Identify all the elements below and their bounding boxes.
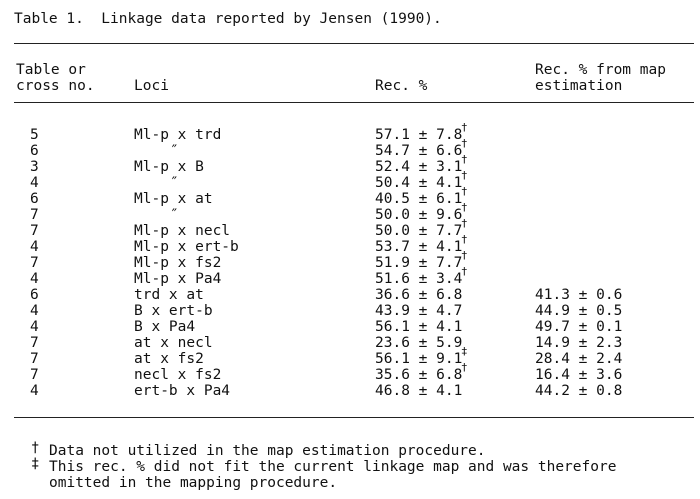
header-table-or: Table or <box>16 62 86 78</box>
footnote-ddagger-line1: This rec. % did not fit the current linkage map and was therefore <box>49 459 617 475</box>
header-loci: Loci <box>134 78 169 94</box>
dagger-mark: † <box>31 440 40 456</box>
dagger-mark: † <box>461 137 468 150</box>
loci-cell: B x ert-b <box>134 303 213 319</box>
cross-no-cell: 4 <box>30 303 39 319</box>
rec-percent-cell: 52.4 ± 3.1 <box>375 159 463 175</box>
rec-percent-cell: 56.1 ± 9.1 <box>375 351 463 367</box>
loci-cell: Ml-p x fs2 <box>134 255 222 271</box>
cross-no-cell: 4 <box>30 175 39 191</box>
rec-percent-cell: 43.9 ± 4.7 <box>375 303 463 319</box>
cross-no-cell: 7 <box>30 207 39 223</box>
loci-cell: Ml-p x at <box>134 191 213 207</box>
table-title: Table 1. Linkage data reported by Jensen (1990). <box>14 11 442 27</box>
top-rule <box>14 43 694 44</box>
rec-map-cell: 44.9 ± 0.5 <box>535 303 623 319</box>
table-row <box>0 287 700 303</box>
rec-percent-cell: 53.7 ± 4.1 <box>375 239 463 255</box>
header-cross-no: cross no. <box>16 78 95 94</box>
cross-no-cell: 5 <box>30 127 39 143</box>
table-row <box>0 265 700 287</box>
loci-cell: necl x fs2 <box>134 367 222 383</box>
cross-no-cell: 6 <box>30 191 39 207</box>
loci-cell: ″ <box>170 175 179 191</box>
cross-no-cell: 4 <box>30 271 39 287</box>
header-rec-map-line2: estimation <box>535 78 623 94</box>
rec-percent-cell: 40.5 ± 6.1 <box>375 191 463 207</box>
rec-percent-cell: 54.7 ± 6.6 <box>375 143 463 159</box>
table-row <box>0 217 700 239</box>
dagger-mark: † <box>461 169 468 182</box>
loci-cell: Ml-p x trd <box>134 127 222 143</box>
rec-map-cell: 16.4 ± 3.6 <box>535 367 623 383</box>
table-row <box>0 153 700 175</box>
cross-no-cell: 7 <box>30 335 39 351</box>
cross-no-cell: 4 <box>30 319 39 335</box>
rec-percent-cell: 50.4 ± 4.1 <box>375 175 463 191</box>
loci-cell: ert-b x Pa4 <box>134 383 231 399</box>
header-rec-map-line1: Rec. % from map <box>535 62 666 78</box>
rec-percent-cell: 46.8 ± 4.1 <box>375 383 463 399</box>
ddagger-mark: ‡ <box>461 345 468 358</box>
rec-percent-cell: 50.0 ± 9.6 <box>375 207 463 223</box>
cross-no-cell: 7 <box>30 223 39 239</box>
rec-percent-cell: 57.1 ± 7.8 <box>375 127 463 143</box>
cross-no-cell: 7 <box>30 367 39 383</box>
footnote-dagger: Data not utilized in the map estimation procedure. <box>49 443 486 459</box>
dagger-mark: † <box>461 233 468 246</box>
loci-cell: Ml-p x B <box>134 159 204 175</box>
cross-no-cell: 7 <box>30 351 39 367</box>
rec-percent-cell: 50.0 ± 7.7 <box>375 223 463 239</box>
table-row <box>0 185 700 207</box>
rec-map-cell: 14.9 ± 2.3 <box>535 335 623 351</box>
rec-percent-cell: 51.6 ± 3.4 <box>375 271 463 287</box>
loci-cell: at x necl <box>134 335 213 351</box>
table-row <box>0 249 700 271</box>
table-row <box>0 169 700 191</box>
rec-map-cell: 41.3 ± 0.6 <box>535 287 623 303</box>
rec-percent-cell: 51.9 ± 7.7 <box>375 255 463 271</box>
rec-map-cell: 49.7 ± 0.1 <box>535 319 623 335</box>
ddagger-mark: ‡ <box>31 456 40 472</box>
loci-cell: B x Pa4 <box>134 319 196 335</box>
rec-map-cell: 28.4 ± 2.4 <box>535 351 623 367</box>
bottom-rule <box>14 417 694 418</box>
table-row <box>0 345 700 367</box>
loci-cell: trd x at <box>134 287 204 303</box>
dagger-mark: † <box>461 217 468 230</box>
header-rec: Rec. % <box>375 78 428 94</box>
header-rule <box>14 102 694 103</box>
dagger-mark: † <box>461 121 468 134</box>
rec-map-cell: 44.2 ± 0.8 <box>535 383 623 399</box>
loci-cell: ″ <box>170 143 179 159</box>
loci-cell: Ml-p x necl <box>134 223 231 239</box>
loci-cell: at x fs2 <box>134 351 204 367</box>
rec-percent-cell: 23.6 ± 5.9 <box>375 335 463 351</box>
dagger-mark: † <box>461 201 468 214</box>
table-row <box>0 335 700 351</box>
cross-no-cell: 6 <box>30 287 39 303</box>
dagger-mark: † <box>461 153 468 166</box>
dagger-mark: † <box>461 249 468 262</box>
table-row <box>0 233 700 255</box>
cross-no-cell: 4 <box>30 239 39 255</box>
table-row <box>0 201 700 223</box>
table-row <box>0 383 700 399</box>
table-row <box>0 137 700 159</box>
table-row <box>0 361 700 383</box>
table-row <box>0 303 700 319</box>
dagger-mark: † <box>461 185 468 198</box>
loci-cell: Ml-p x ert-b <box>134 239 239 255</box>
dagger-mark: † <box>461 265 468 278</box>
rec-percent-cell: 56.1 ± 4.1 <box>375 319 463 335</box>
rec-percent-cell: 36.6 ± 6.8 <box>375 287 463 303</box>
table-row <box>0 121 700 143</box>
footnote-ddagger-line2: omitted in the mapping procedure. <box>49 475 338 491</box>
rec-percent-cell: 35.6 ± 6.8 <box>375 367 463 383</box>
loci-cell: ″ <box>170 207 179 223</box>
cross-no-cell: 4 <box>30 383 39 399</box>
cross-no-cell: 7 <box>30 255 39 271</box>
loci-cell: Ml-p x Pa4 <box>134 271 222 287</box>
cross-no-cell: 6 <box>30 143 39 159</box>
table-row <box>0 319 700 335</box>
dagger-mark: † <box>461 361 468 374</box>
cross-no-cell: 3 <box>30 159 39 175</box>
